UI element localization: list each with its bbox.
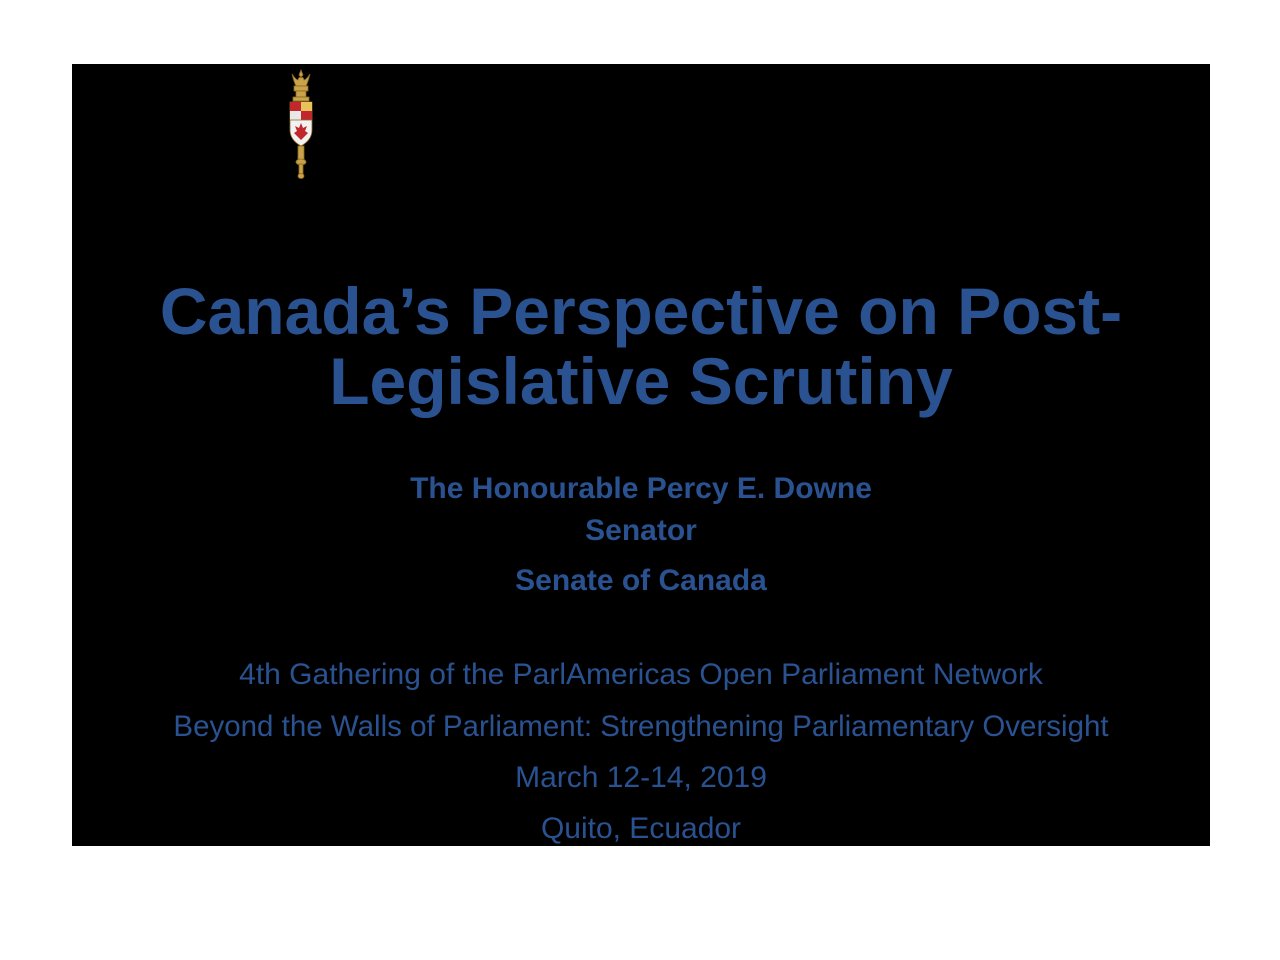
presenter-organization: Senate of Canada xyxy=(515,564,767,597)
title-line-2: Legislative Scrutiny xyxy=(329,344,953,418)
title-line-1: Canada’s Perspective on Post- xyxy=(159,274,1123,348)
presenter-role: Senator xyxy=(585,514,697,547)
event-location: Quito, Ecuador xyxy=(540,812,742,845)
title-slide xyxy=(72,64,1210,846)
event-dates: March 12-14, 2019 xyxy=(515,761,767,794)
senate-mace-emblem-icon xyxy=(284,68,318,180)
slide-title xyxy=(72,276,1210,416)
event-theme: Beyond the Walls of Parliament: Strengthening Parliamentary Oversight xyxy=(173,710,1109,743)
event-name: 4th Gathering of the ParlAmericas Open Parliament Network xyxy=(239,658,1043,691)
presenter-name: The Honourable Percy E. Downe xyxy=(410,472,872,505)
